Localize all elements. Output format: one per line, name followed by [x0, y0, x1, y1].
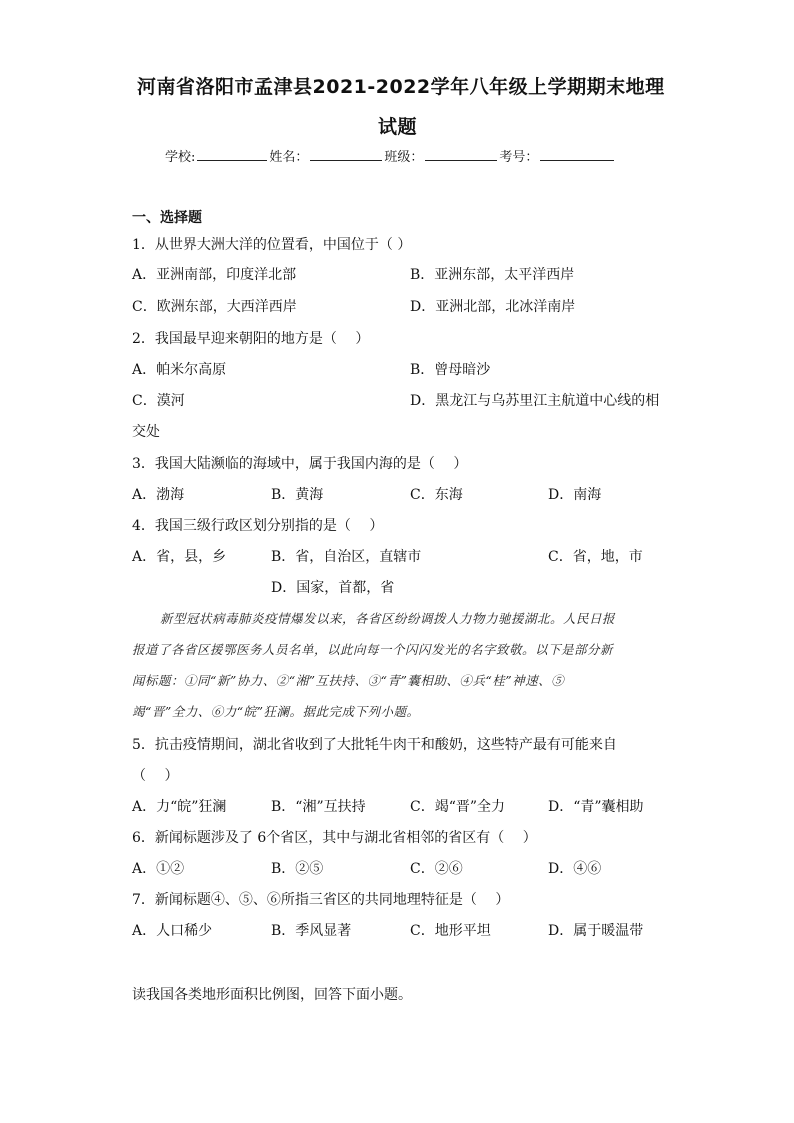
- q4-option-a: A．省，县，乡: [132, 549, 227, 565]
- passage-line-3: 闻标题：①同“新”协力、②“湘”互扶持、③“青”囊相助、④兵“桂”神速、⑤: [132, 673, 565, 688]
- school-field[interactable]: [197, 147, 267, 161]
- q3-option-b: B．黄海: [271, 487, 324, 503]
- q3-option-d: D．南海: [548, 487, 602, 503]
- class-label: 班级：: [384, 150, 424, 165]
- q3-option-c: C．东海: [410, 487, 463, 503]
- question-1-stem: 1．从世界大洲大洋的位置看，中国位于（ ）: [132, 237, 412, 253]
- question-7-stem: 7．新闻标题④、⑤、⑥所指三省区的共同地理特征是（ ）: [132, 892, 510, 908]
- q2-option-a: A．帕米尔高原: [132, 362, 227, 378]
- q5-option-c: C．竭“晋”全力: [410, 799, 506, 815]
- q2-option-d: D．黑龙江与乌苏里江主航道中心线的相: [410, 393, 660, 409]
- q6-option-d: D．④⑥: [548, 861, 602, 877]
- q4-option-d: D．国家，首都，省: [271, 580, 395, 596]
- q1-option-a: A．亚洲南部，印度洋北部: [132, 267, 297, 283]
- q1-option-b: B．亚洲东部，太平洋西岸: [410, 267, 575, 283]
- q1-option-d: D．亚洲北部，北冰洋南岸: [410, 299, 576, 315]
- school-label: 学校:: [165, 150, 196, 165]
- q5-option-a: A．力“皖”狂澜: [132, 799, 227, 815]
- question-5-stem: 5．抗击疫情期间，湖北省收到了大批牦牛肉干和酸奶，这些特产最有可能来自: [132, 737, 617, 753]
- number-label: 考号：: [499, 150, 539, 165]
- q3-option-a: A．渤海: [132, 487, 185, 503]
- passage-line-4: 竭“晋”全力、⑥力“皖”狂澜。据此完成下列小题。: [132, 704, 420, 719]
- q7-option-b: B．季风显著: [271, 923, 352, 939]
- q5-option-d: D．“青”囊相助: [548, 799, 644, 815]
- q7-option-c: C．地形平坦: [410, 923, 491, 939]
- q1-option-c: C．欧洲东部，大西洋西岸: [132, 299, 297, 315]
- class-field[interactable]: [425, 147, 497, 161]
- q2-option-d-cont: 交处: [132, 424, 160, 440]
- q4-option-c: C．省，地，市: [548, 549, 643, 565]
- q6-option-a: A．①②: [132, 861, 185, 877]
- page-title: 河南省洛阳市孟津县2021-2022学年八年级上学期期末地理: [137, 76, 665, 98]
- q6-option-b: B．②⑤: [271, 861, 324, 877]
- q2-option-b: B．曾母暗沙: [410, 362, 491, 378]
- passage-line-1: 新型冠状病毒肺炎疫情爆发以来，各省区纷纷调拨人力物力驰援湖北。人民日报: [160, 611, 616, 626]
- q5-option-b: B．“湘”互扶持: [271, 799, 366, 815]
- section-heading: 一、选择题: [132, 210, 202, 226]
- name-label: 姓名：: [269, 150, 309, 165]
- question-3-stem: 3．我国大陆濒临的海域中，属于我国内海的是（ ）: [132, 456, 468, 472]
- q7-option-d: D．属于暖温带: [548, 923, 644, 939]
- passage-line-2: 报道了各省区援鄂医务人员名单，以此向每一个闪闪发光的名字致敬。以下是部分新: [132, 642, 614, 657]
- question-5-stem-cont: （ ）: [132, 768, 179, 784]
- question-2-stem: 2．我国最早迎来朝阳的地方是（ ）: [132, 331, 370, 347]
- q2-option-c: C．漠河: [132, 393, 185, 409]
- q6-option-c: C．②⑥: [410, 861, 463, 877]
- number-field[interactable]: [540, 147, 614, 161]
- student-info-row: [165, 146, 616, 165]
- q7-option-a: A．人口稀少: [132, 923, 213, 939]
- name-field[interactable]: [310, 147, 382, 161]
- q4-option-b: B．省，自治区，直辖市: [271, 549, 422, 565]
- question-4-stem: 4．我国三级行政区划分别指的是（ ）: [132, 518, 384, 534]
- page-title-cont: 试题: [378, 116, 418, 138]
- next-group-intro: 读我国各类地形面积比例图，回答下面小题。: [132, 987, 412, 1003]
- question-6-stem: 6．新闻标题涉及了 6个省区，其中与湖北省相邻的省区有（ ）: [132, 830, 537, 846]
